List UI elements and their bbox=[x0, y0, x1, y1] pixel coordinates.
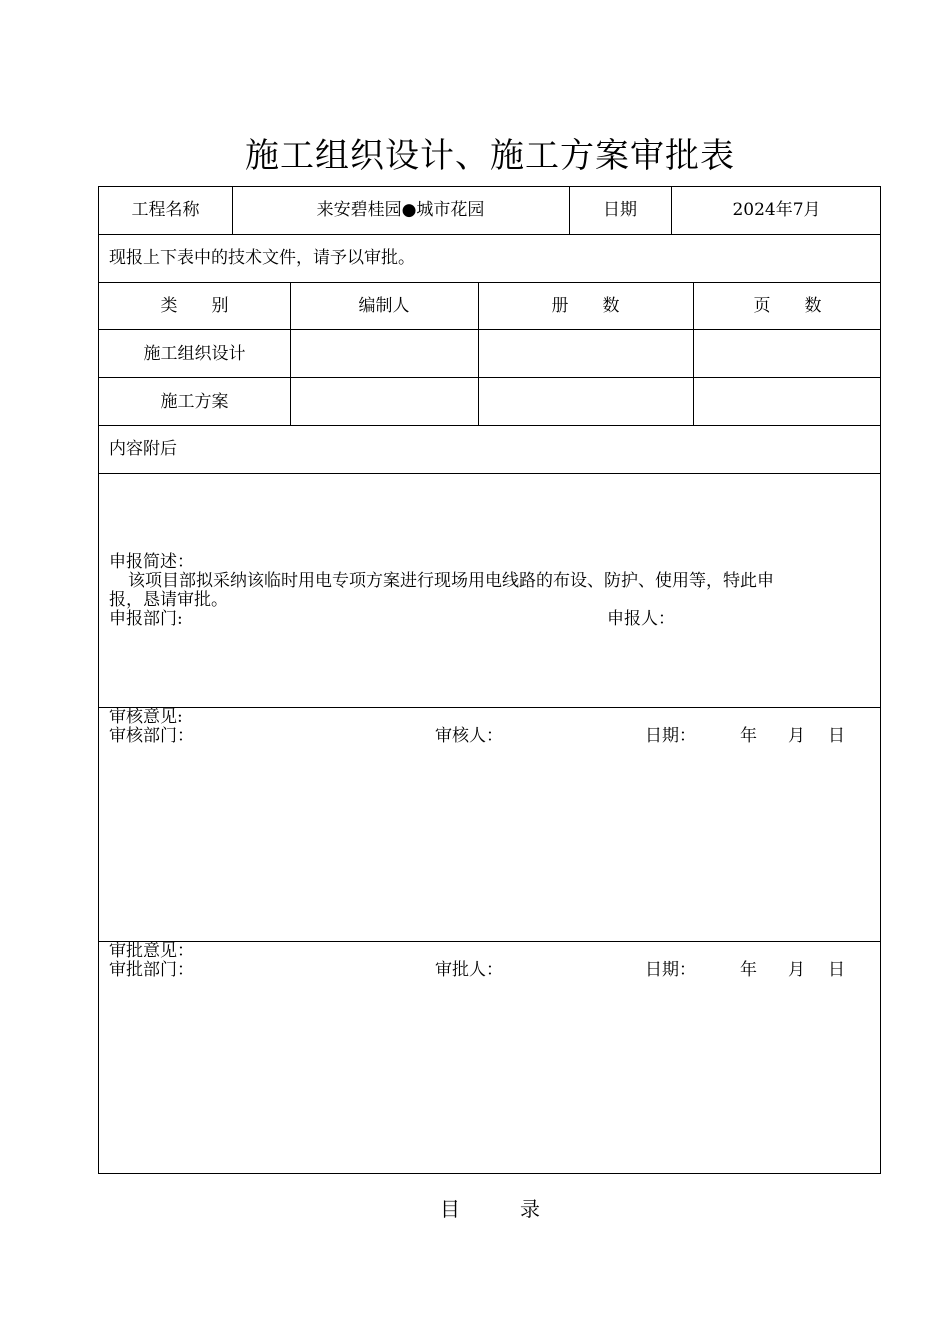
declaration-person-label: 申报人： bbox=[607, 609, 675, 629]
row-divider bbox=[99, 473, 880, 474]
review-date-label: 日期： bbox=[645, 726, 696, 746]
row-divider bbox=[99, 234, 880, 235]
attachment-note: 内容附后 bbox=[109, 439, 177, 459]
declaration-body-line1: 该项目部拟采纳该临时用电专项方案进行现场用电线路的布设、防护、使用等，特此申 bbox=[128, 571, 774, 591]
approval-heading: 审批意见： bbox=[109, 941, 194, 961]
review-heading: 审核意见: bbox=[109, 707, 183, 727]
form-title: 施工组织设计、施工方案审批表 bbox=[245, 136, 735, 176]
row-divider bbox=[99, 329, 880, 330]
review-person-label: 审核人： bbox=[435, 726, 503, 746]
approval-year-label: 年 bbox=[740, 960, 757, 980]
header-category: 类 别 bbox=[160, 296, 229, 316]
row-divider bbox=[99, 377, 880, 378]
row-divider bbox=[99, 282, 880, 283]
project-name-label: 工程名称 bbox=[131, 200, 200, 220]
approval-form-table bbox=[98, 186, 881, 1174]
declaration-body-line2: 报，恳请审批。 bbox=[109, 590, 228, 610]
declaration-heading: 申报简述： bbox=[109, 552, 194, 572]
header-author: 编制人 bbox=[358, 296, 410, 316]
row-construction-org-design: 施工组织设计 bbox=[143, 344, 246, 364]
approval-dept-label: 审批部门： bbox=[109, 960, 194, 980]
table-of-contents-heading: 目 录 bbox=[440, 1197, 540, 1221]
row-divider bbox=[99, 941, 880, 942]
approval-day-label: 日 bbox=[828, 960, 845, 980]
header-pages: 页 数 bbox=[753, 296, 822, 316]
project-name-value: 来安碧桂园●城市花园 bbox=[316, 200, 485, 220]
header-volumes: 册 数 bbox=[551, 296, 620, 316]
review-dept-label: 审核部门： bbox=[109, 726, 194, 746]
declaration-dept-label: 申报部门: bbox=[109, 609, 183, 629]
review-month-label: 月 bbox=[788, 726, 805, 746]
request-text: 现报上下表中的技术文件，请予以审批。 bbox=[109, 248, 415, 268]
row-divider bbox=[99, 425, 880, 426]
date-label: 日期 bbox=[603, 200, 637, 220]
review-year-label: 年 bbox=[740, 726, 757, 746]
date-value: 2024年7月 bbox=[732, 200, 821, 220]
row-divider bbox=[99, 707, 880, 708]
approval-person-label: 审批人： bbox=[435, 960, 503, 980]
approval-month-label: 月 bbox=[788, 960, 805, 980]
approval-date-label: 日期： bbox=[645, 960, 696, 980]
review-day-label: 日 bbox=[828, 726, 845, 746]
row-construction-plan: 施工方案 bbox=[160, 392, 229, 412]
